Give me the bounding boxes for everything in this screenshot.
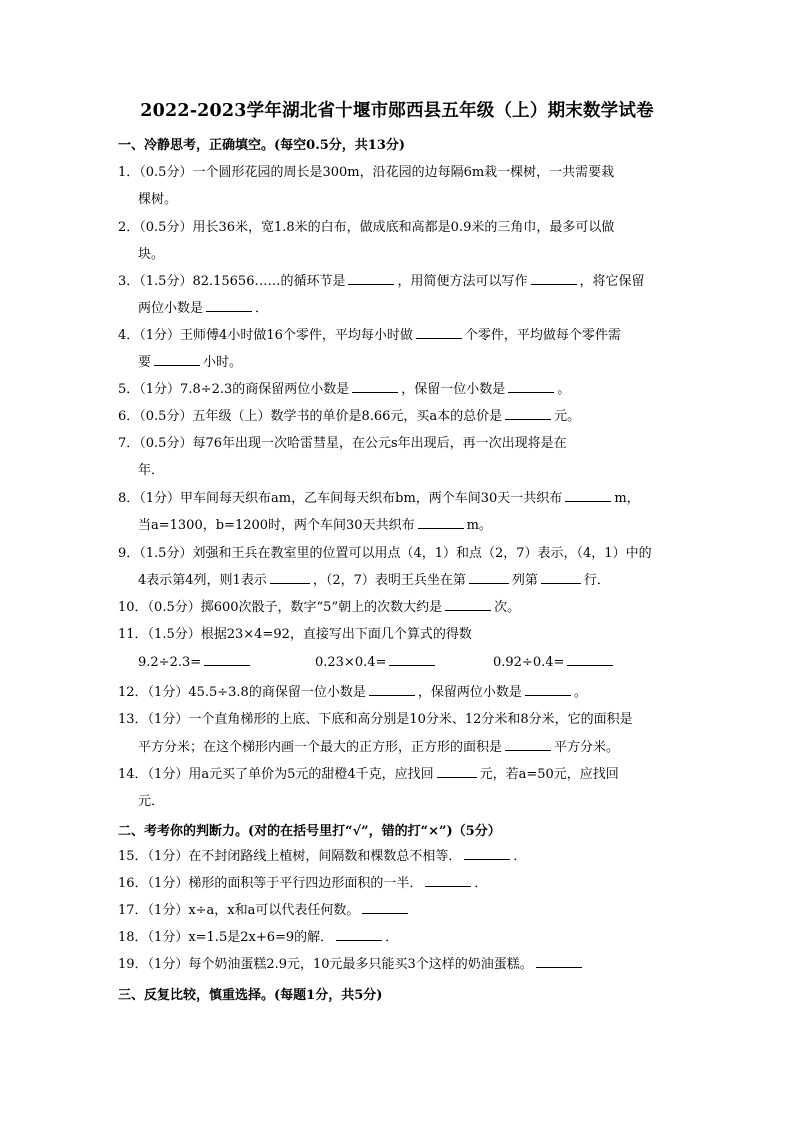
text: 个零件，平均做每个零件需	[464, 328, 621, 343]
text: 16．（1分）梯形的面积等于平行四边形面积的一半．	[118, 876, 423, 891]
text: ．	[385, 930, 399, 945]
question-3-line-2	[138, 295, 268, 322]
text: 4表示第4列，则1表示	[138, 573, 267, 588]
answer-blank[interactable]	[469, 570, 509, 584]
text: 10．（0.5分）掷600次骰子，数字“5”朝上的次数大约是	[118, 600, 443, 615]
text: ．	[513, 849, 527, 864]
question-8-line-1	[118, 485, 678, 512]
question-1-line-1: 1．（0.5分）一个圆形花园的周长是300m，沿花园的边每隔6m栽一棵树，一共需要栽	[118, 165, 615, 180]
text: 行．	[583, 573, 610, 588]
text: 17．（1分）x÷a，x和a可以代表任何数。	[118, 903, 360, 918]
text: 4．（1分）王师傅4小时做16个零件，平均每小时做	[118, 328, 413, 343]
text: 9.2÷2.3=	[138, 655, 202, 670]
answer-blank[interactable]	[505, 737, 551, 751]
question-9-line-1: 9．（1.5分）刘强和王兵在教室里的位置可以用点（4，1）和点（2，7）表示，（4，1）中的	[118, 546, 652, 561]
question-14-line-2: 元．	[138, 794, 165, 809]
question-7-line-2: 年．	[138, 463, 165, 478]
section-1-heading: 一、冷静思考，正确填空。(每空0.5分，共13分)	[118, 138, 406, 153]
question-2-line-2: 块。	[138, 247, 165, 262]
text: 平方分米；在这个梯形内画一个最大的正方形，正方形的面积是	[138, 740, 503, 755]
answer-blank[interactable]	[437, 764, 477, 778]
question-10	[118, 594, 678, 621]
question-3-line-1	[118, 268, 678, 295]
question-4-line-1	[118, 322, 678, 349]
calc-item-2	[315, 652, 438, 670]
text: 5．（1分）7.8÷2.3的商保留两位小数是	[118, 382, 350, 397]
text: 0.23×0.4=	[315, 655, 387, 670]
question-6	[118, 403, 678, 430]
question-8-line-2	[138, 512, 492, 539]
question-7-line-1: 7．（0.5分）每76年出现一次哈雷彗星，在公元s年出现后，再一次出现将是在	[118, 436, 567, 451]
text: 元。	[554, 409, 581, 424]
text: 3．（1.5分）82.15656……的循环节是	[118, 274, 346, 289]
section-3-heading: 三、反复比较，慎重选择。(每题1分，共5分)	[118, 988, 383, 1003]
text: ，保留一位小数是	[401, 382, 506, 397]
answer-blank[interactable]	[352, 379, 398, 393]
answer-blank[interactable]	[418, 515, 464, 529]
answer-blank[interactable]	[505, 406, 551, 420]
text: 。	[557, 382, 571, 397]
answer-blank[interactable]	[362, 900, 408, 914]
text: m。	[466, 518, 492, 533]
answer-blank[interactable]	[464, 846, 510, 860]
question-13-line-2	[138, 734, 619, 761]
answer-blank[interactable]	[531, 271, 577, 285]
answer-blank[interactable]	[270, 570, 310, 584]
text: ．	[255, 301, 269, 316]
question-19	[118, 951, 678, 978]
text: 列第	[511, 573, 538, 588]
text: 19．（1分）每个奶油蛋糕2.9元，10元最多只能买3个这样的奶油蛋糕。	[118, 957, 533, 972]
question-4-line-2	[138, 349, 242, 376]
text: ，用简便方法可以写作	[397, 274, 528, 289]
calc-item-1	[138, 652, 253, 670]
question-18	[118, 924, 678, 951]
question-1-line-2: 棵树。	[138, 192, 178, 207]
answer-blank[interactable]	[567, 652, 613, 666]
question-12	[118, 679, 678, 706]
question-5	[118, 376, 678, 403]
answer-blank[interactable]	[206, 298, 252, 312]
text: 12．（1分）45.5÷3.8的商保留一位小数是	[118, 685, 366, 700]
answer-blank[interactable]	[154, 352, 200, 366]
answer-blank[interactable]	[416, 325, 462, 339]
text: 次。	[494, 600, 521, 615]
text: 平方分米。	[554, 740, 620, 755]
answer-blank[interactable]	[445, 597, 491, 611]
text: 6．（0.5分）五年级（上）数学书的单价是8.66元，买a本的总价是	[118, 409, 503, 424]
answer-blank[interactable]	[348, 271, 394, 285]
page-title: 2022-2023学年湖北省十堰市郧西县五年级（上）期末数学试卷	[140, 101, 654, 121]
text: ，保留两位小数是	[417, 685, 522, 700]
text: 14．（1分）用a元买了单价为5元的甜橙4千克，应找回	[118, 767, 434, 782]
text: 18．（1分）x=1.5是2x+6=9的解．	[118, 930, 334, 945]
text: 要	[138, 355, 152, 370]
answer-blank[interactable]	[336, 927, 382, 941]
text: 两位小数是	[138, 301, 204, 316]
answer-blank[interactable]	[425, 873, 471, 887]
text: 当a=1300，b=1200时，两个车间30天共织布	[138, 518, 415, 533]
text: 8．（1分）甲车间每天织布am，乙车间每天织布bm，两个车间30天一共织布	[118, 491, 563, 506]
question-17	[118, 897, 678, 924]
question-2-line-1: 2．（0.5分）用长36米，宽1.8米的白布，做成底和高都是0.9米的三角巾，最多可以做	[118, 220, 615, 235]
answer-blank[interactable]	[541, 570, 581, 584]
answer-blank[interactable]	[389, 652, 435, 666]
question-11: 11．（1.5分）根据23×4=92，直接写出下面几个算式的得数	[118, 627, 472, 642]
text: m，	[614, 491, 640, 506]
text: ，（2，7）表明王兵坐在第	[312, 573, 466, 588]
answer-blank[interactable]	[565, 488, 611, 502]
calc-item-3	[493, 652, 616, 670]
answer-blank[interactable]	[369, 682, 415, 696]
answer-blank[interactable]	[204, 652, 250, 666]
question-9-line-2	[138, 567, 610, 594]
text: 。	[573, 685, 587, 700]
section-2-heading: 二、考考你的判断力。(对的在括号里打“√”，错的打“×”)（5分）	[118, 824, 501, 839]
answer-blank[interactable]	[525, 682, 571, 696]
text: 小时。	[203, 355, 243, 370]
question-14-line-1	[118, 761, 678, 788]
text: 元，若a=50元，应找回	[479, 767, 619, 782]
answer-blank[interactable]	[508, 379, 554, 393]
question-16	[118, 870, 678, 897]
question-15	[118, 843, 678, 870]
text: ．	[474, 876, 488, 891]
question-13-line-1: 13．（1分）一个直角梯形的上底、下底和高分别是10分米、12分米和8分米，它的面积是	[118, 712, 633, 727]
text: 15．（1分）在不封闭路线上植树，间隔数和棵数总不相等．	[118, 849, 462, 864]
text: 0.92÷0.4=	[493, 655, 565, 670]
answer-blank[interactable]	[536, 954, 582, 968]
text: ，将它保留	[579, 274, 645, 289]
